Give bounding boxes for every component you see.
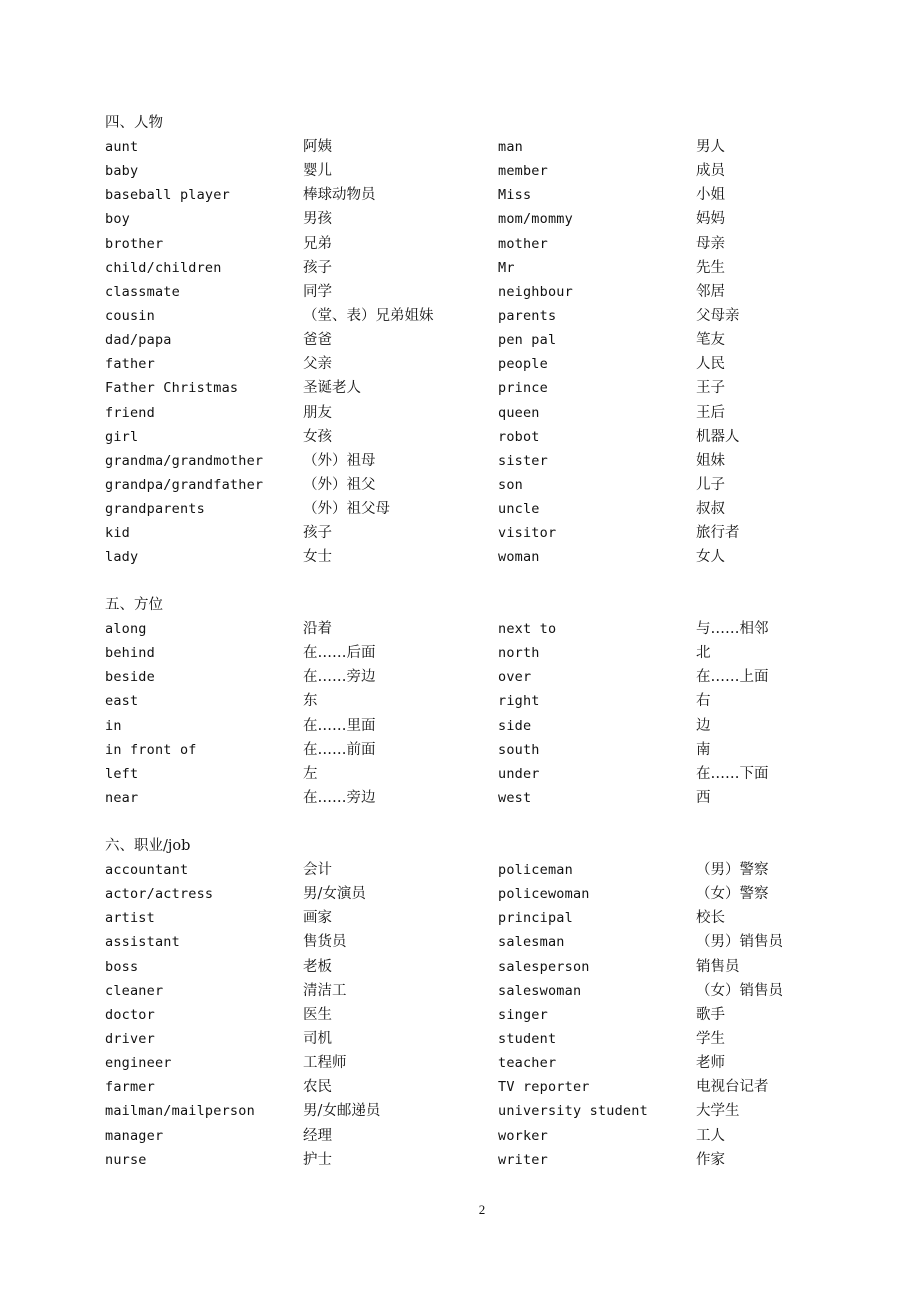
english-word: teacher: [498, 1055, 557, 1072]
vocab-table: [105, 617, 825, 810]
section-people: [105, 111, 825, 570]
english-word: TV reporter: [498, 1079, 590, 1096]
english-word: worker: [498, 1127, 548, 1144]
section-title: 五、方位: [105, 597, 163, 613]
vocab-row: [105, 183, 825, 207]
chinese-meaning: 农民: [303, 1079, 332, 1096]
vocab-row: [105, 497, 825, 521]
chinese-meaning: 画家: [303, 910, 332, 927]
english-word: nurse: [105, 1151, 147, 1168]
chinese-meaning: （男）销售员: [696, 934, 783, 951]
english-word: mailman/mailperson: [105, 1103, 255, 1120]
chinese-meaning: （男）警察: [696, 862, 769, 878]
english-word: grandparents: [105, 501, 205, 518]
english-word: left: [105, 765, 139, 782]
vocab-row: [105, 1003, 825, 1027]
english-word: neighbour: [498, 283, 573, 300]
chinese-meaning: 司机: [303, 1030, 332, 1047]
chinese-meaning: 叔叔: [696, 501, 725, 518]
english-word: salesperson: [498, 958, 590, 975]
english-word: robot: [498, 428, 540, 445]
english-word: accountant: [105, 862, 189, 878]
chinese-meaning: 右: [696, 693, 711, 710]
vocab-row: [105, 714, 825, 738]
english-word: writer: [498, 1151, 548, 1168]
english-word: mom/mommy: [498, 211, 573, 228]
english-word: classmate: [105, 283, 180, 300]
chinese-meaning: 孩子: [303, 525, 332, 542]
vocab-row: [105, 473, 825, 497]
vocab-row: [105, 617, 825, 641]
chinese-meaning: 男/女邮递员: [303, 1103, 381, 1120]
english-word: father: [105, 356, 155, 373]
english-word: principal: [498, 910, 573, 927]
chinese-meaning: 女孩: [303, 428, 332, 445]
chinese-meaning: 婴儿: [303, 163, 332, 180]
chinese-meaning: 歌手: [696, 1006, 725, 1023]
english-word: grandpa/grandfather: [105, 476, 264, 493]
english-word: doctor: [105, 1006, 155, 1023]
chinese-meaning: 圣诞老人: [303, 380, 361, 397]
english-word: son: [498, 476, 523, 493]
vocab-row: [105, 1075, 825, 1099]
english-word: beside: [105, 669, 155, 686]
english-word: Father Christmas: [105, 380, 239, 397]
english-word: east: [105, 693, 139, 710]
chinese-meaning: （外）祖父: [303, 476, 376, 493]
english-word: west: [498, 789, 532, 806]
chinese-meaning: 机器人: [696, 428, 740, 445]
english-word: boss: [105, 958, 139, 975]
english-word: north: [498, 645, 540, 662]
chinese-meaning: 西: [696, 789, 711, 806]
chinese-meaning: 父亲: [303, 356, 332, 373]
chinese-meaning: 女人: [696, 549, 725, 566]
chinese-meaning: 爸爸: [303, 332, 332, 349]
chinese-meaning: 销售员: [696, 958, 740, 975]
english-word: in: [105, 717, 122, 734]
chinese-meaning: 护士: [303, 1151, 332, 1168]
english-word: woman: [498, 549, 540, 566]
vocab-row: [105, 256, 825, 280]
chinese-meaning: 儿子: [696, 476, 725, 493]
chinese-meaning: （外）祖父母: [303, 501, 390, 518]
chinese-meaning: 南: [696, 741, 711, 758]
english-word: member: [498, 163, 548, 180]
chinese-meaning: 老板: [303, 958, 332, 975]
chinese-meaning: 姐妹: [696, 452, 725, 469]
english-word: manager: [105, 1127, 164, 1144]
chinese-meaning: 小姐: [696, 187, 725, 204]
vocab-row: [105, 955, 825, 979]
chinese-meaning: 沿着: [303, 621, 332, 637]
chinese-meaning: 在……下面: [696, 765, 769, 782]
english-word: artist: [105, 910, 155, 927]
chinese-meaning: 王子: [696, 380, 725, 397]
chinese-meaning: 旅行者: [696, 525, 740, 542]
english-word: university student: [498, 1103, 648, 1120]
english-word: assistant: [105, 934, 180, 951]
english-word: baby: [105, 163, 139, 180]
vocab-table: [105, 858, 825, 1172]
chinese-meaning: 大学生: [696, 1103, 740, 1120]
vocab-row: [105, 979, 825, 1003]
chinese-meaning: （外）祖母: [303, 452, 376, 469]
english-word: prince: [498, 380, 548, 397]
english-word: side: [498, 717, 532, 734]
section-title: 四、人物: [105, 115, 163, 131]
english-word: parents: [498, 307, 557, 324]
chinese-meaning: 阿姨: [303, 139, 332, 155]
vocab-row: [105, 1027, 825, 1051]
english-word: south: [498, 741, 540, 758]
chinese-meaning: 女士: [303, 549, 332, 566]
chinese-meaning: （女）警察: [696, 886, 769, 903]
vocab-row: [105, 930, 825, 954]
english-word: Mr: [498, 259, 515, 276]
vocab-row: [105, 1148, 825, 1172]
chinese-meaning: 老师: [696, 1055, 725, 1072]
english-word: actor/actress: [105, 886, 214, 903]
chinese-meaning: 在……上面: [696, 669, 769, 686]
english-word: near: [105, 789, 139, 806]
english-word: along: [105, 621, 147, 637]
english-word: behind: [105, 645, 155, 662]
english-word: salesman: [498, 934, 565, 951]
vocab-row: [105, 1051, 825, 1075]
chinese-meaning: 工人: [696, 1127, 725, 1144]
vocab-row: [105, 207, 825, 231]
chinese-meaning: 在……旁边: [303, 789, 376, 806]
chinese-meaning: 同学: [303, 283, 332, 300]
vocab-row: [105, 304, 825, 328]
vocab-row: [105, 882, 825, 906]
chinese-meaning: 男/女演员: [303, 886, 366, 903]
section-directions: [105, 593, 825, 810]
section-title: 六、职业/job: [105, 838, 191, 854]
chinese-meaning: 作家: [696, 1151, 725, 1168]
vocab-row: [105, 1099, 825, 1123]
english-word: farmer: [105, 1079, 155, 1096]
vocab-row: [105, 762, 825, 786]
english-word: grandma/grandmother: [105, 452, 264, 469]
vocab-row: [105, 689, 825, 713]
vocab-row: [105, 280, 825, 304]
vocab-row: [105, 786, 825, 810]
chinese-meaning: 校长: [696, 910, 725, 927]
chinese-meaning: 男人: [696, 139, 725, 155]
vocab-row: [105, 906, 825, 930]
english-word: aunt: [105, 139, 139, 155]
english-word: queen: [498, 404, 540, 421]
english-word: sister: [498, 452, 548, 469]
english-word: next to: [498, 621, 557, 637]
chinese-meaning: 电视台记者: [696, 1079, 769, 1096]
english-word: saleswoman: [498, 982, 582, 999]
chinese-meaning: 北: [696, 645, 711, 662]
english-word: brother: [105, 235, 164, 252]
english-word: cousin: [105, 307, 155, 324]
english-word: dad/papa: [105, 332, 172, 349]
english-word: mother: [498, 235, 548, 252]
vocab-row: [105, 738, 825, 762]
chinese-meaning: 边: [696, 717, 711, 734]
english-word: driver: [105, 1030, 155, 1047]
english-word: visitor: [498, 525, 557, 542]
chinese-meaning: 在……旁边: [303, 669, 376, 686]
english-word: kid: [105, 525, 130, 542]
vocab-row: [105, 858, 825, 882]
vocab-row: [105, 665, 825, 689]
english-word: policewoman: [498, 886, 590, 903]
page-number: 2: [478, 1202, 486, 1217]
chinese-meaning: 妈妈: [696, 211, 725, 228]
english-word: lady: [105, 549, 139, 566]
chinese-meaning: 经理: [303, 1127, 332, 1144]
english-word: baseball player: [105, 187, 230, 204]
vocab-row: [105, 425, 825, 449]
chinese-meaning: 成员: [696, 163, 725, 180]
vocab-row: [105, 1124, 825, 1148]
english-word: over: [498, 669, 532, 686]
vocab-row: [105, 449, 825, 473]
chinese-meaning: 棒球动物员: [303, 187, 376, 204]
english-word: engineer: [105, 1055, 172, 1072]
chinese-meaning: 清洁工: [303, 982, 347, 999]
section-jobs: [105, 834, 825, 1172]
chinese-meaning: 邻居: [696, 283, 725, 300]
chinese-meaning: 在……里面: [303, 717, 376, 734]
chinese-meaning: 先生: [696, 259, 725, 276]
english-word: singer: [498, 1006, 548, 1023]
vocab-row: [105, 328, 825, 352]
english-word: man: [498, 139, 523, 155]
vocab-row: [105, 352, 825, 376]
english-word: student: [498, 1030, 557, 1047]
english-word: Miss: [498, 187, 532, 204]
chinese-meaning: 左: [303, 765, 318, 782]
english-word: cleaner: [105, 982, 164, 999]
english-word: friend: [105, 404, 155, 421]
chinese-meaning: 东: [303, 693, 318, 710]
chinese-meaning: 工程师: [303, 1055, 347, 1072]
chinese-meaning: 会计: [303, 862, 332, 878]
chinese-meaning: 笔友: [696, 332, 725, 349]
english-word: in front of: [105, 741, 197, 758]
english-word: under: [498, 765, 540, 782]
vocab-row: [105, 401, 825, 425]
english-word: policeman: [498, 862, 573, 878]
english-word: uncle: [498, 501, 540, 518]
chinese-meaning: 医生: [303, 1006, 332, 1023]
chinese-meaning: 男孩: [303, 211, 332, 228]
chinese-meaning: 在……前面: [303, 741, 376, 758]
chinese-meaning: （堂、表）兄弟姐妹: [303, 307, 434, 324]
vocab-row: [105, 232, 825, 256]
chinese-meaning: 与……相邻: [696, 621, 769, 637]
vocab-row: [105, 135, 825, 159]
english-word: girl: [105, 428, 139, 445]
english-word: pen pal: [498, 332, 557, 349]
chinese-meaning: 兄弟: [303, 235, 332, 252]
vocab-row: [105, 545, 825, 569]
chinese-meaning: 孩子: [303, 259, 332, 276]
vocab-table: [105, 135, 825, 570]
english-word: child/children: [105, 259, 222, 276]
chinese-meaning: 王后: [696, 404, 725, 421]
chinese-meaning: 母亲: [696, 235, 725, 252]
english-word: right: [498, 693, 540, 710]
chinese-meaning: 在……后面: [303, 645, 376, 662]
chinese-meaning: （女）销售员: [696, 982, 783, 999]
english-word: boy: [105, 211, 130, 228]
english-word: people: [498, 356, 548, 373]
vocab-row: [105, 521, 825, 545]
vocab-row: [105, 641, 825, 665]
vocab-row: [105, 159, 825, 183]
chinese-meaning: 学生: [696, 1030, 725, 1047]
chinese-meaning: 朋友: [303, 404, 332, 421]
vocab-row: [105, 376, 825, 400]
chinese-meaning: 售货员: [303, 934, 347, 951]
chinese-meaning: 人民: [696, 356, 725, 373]
chinese-meaning: 父母亲: [696, 307, 740, 324]
